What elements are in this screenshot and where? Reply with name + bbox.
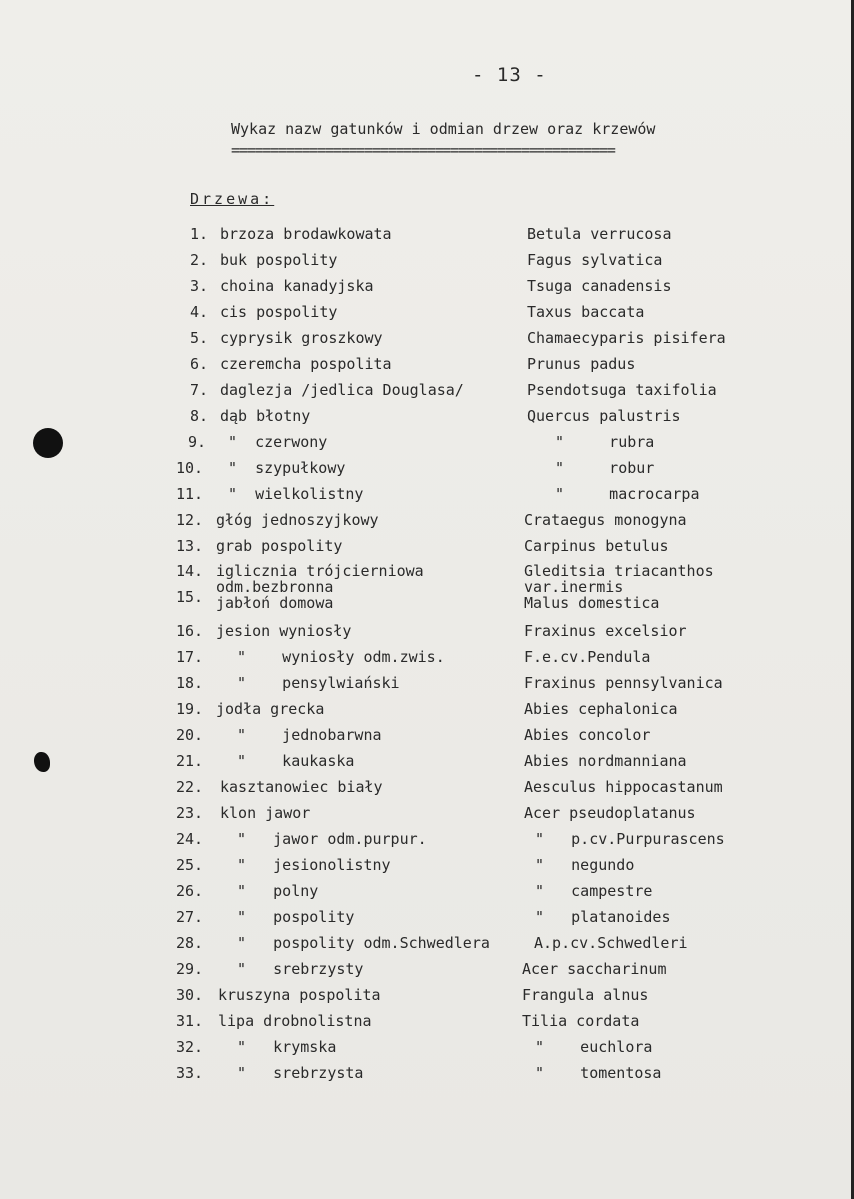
section-heading: Drzewa: — [190, 190, 275, 208]
latin-name: var.inermis — [524, 578, 624, 596]
list-item — [176, 778, 796, 800]
entry-number: 24. — [176, 830, 204, 848]
list-item — [176, 537, 796, 559]
list-item — [190, 303, 790, 325]
title-underline: ================================================= — [231, 141, 615, 159]
polish-name: dąb błotny — [220, 407, 311, 425]
polish-name: " jednobarwna — [228, 726, 382, 744]
latin-name: Abies concolor — [524, 726, 651, 744]
polish-name: klon jawor — [220, 804, 311, 822]
entry-number: 1. — [190, 225, 209, 243]
latin-name: Taxus baccata — [527, 303, 645, 321]
list-item — [190, 329, 790, 351]
list-item — [176, 1064, 796, 1086]
polish-name: kruszyna pospolita — [218, 986, 381, 1004]
entry-number: 22. — [176, 778, 204, 796]
entry-number: 21. — [176, 752, 204, 770]
list-item — [190, 355, 790, 377]
polish-name: " srebrzysta — [228, 1064, 364, 1082]
latin-name: " negundo — [526, 856, 635, 874]
list-item — [176, 511, 796, 533]
polish-name: " szypułkowy — [228, 459, 346, 477]
entry-number: 2. — [190, 251, 209, 269]
latin-name: Acer saccharinum — [522, 960, 667, 978]
polish-name: " srebrzysty — [228, 960, 364, 978]
polish-name: buk pospolity — [220, 251, 338, 269]
list-item — [176, 648, 796, 670]
latin-name: " rubra — [555, 433, 655, 451]
latin-name: Tilia cordata — [522, 1012, 640, 1030]
list-item — [176, 459, 776, 481]
entry-number: 5. — [190, 329, 209, 347]
entry-number: 32. — [176, 1038, 204, 1056]
list-item — [176, 578, 796, 594]
polish-name: jesion wyniosły — [216, 622, 352, 640]
entry-number: 19. — [176, 700, 204, 718]
list-item — [176, 908, 796, 930]
list-item — [176, 960, 796, 982]
entry-number: 13. — [176, 537, 204, 555]
entry-number: 6. — [190, 355, 209, 373]
entry-number: 12. — [176, 511, 204, 529]
document-title: Wykaz nazw gatunków i odmian drzew oraz krzewów — [231, 120, 656, 138]
entry-number: 14. — [176, 562, 204, 580]
polish-name: " pospolity odm.Schwedlera — [228, 934, 490, 952]
latin-name: Fraxinus pennsylvanica — [524, 674, 723, 692]
entry-number: 29. — [176, 960, 204, 978]
entry-number: 18. — [176, 674, 204, 692]
polish-name: " pospolity — [228, 908, 355, 926]
entry-number: 28. — [176, 934, 204, 952]
latin-name: Malus domestica — [524, 594, 660, 612]
entry-number: 25. — [176, 856, 204, 874]
latin-name: Frangula alnus — [522, 986, 649, 1004]
latin-name: " platanoides — [526, 908, 671, 926]
latin-name: Fagus sylvatica — [527, 251, 663, 269]
list-item — [176, 622, 796, 644]
latin-name: " campestre — [526, 882, 653, 900]
polish-name: " jesionolistny — [228, 856, 391, 874]
polish-name: " jawor odm.purpur. — [228, 830, 427, 848]
latin-name: Abies cephalonica — [524, 700, 678, 718]
list-item — [176, 588, 796, 616]
latin-name: Chamaecyparis pisifera — [527, 329, 726, 347]
polish-name: " kaukaska — [228, 752, 355, 770]
latin-name: F.e.cv.Pendula — [524, 648, 651, 666]
polish-name: daglezja /jedlica Douglasa/ — [220, 381, 464, 399]
list-item — [190, 251, 790, 273]
latin-name: Betula verrucosa — [527, 225, 672, 243]
punch-hole-top — [33, 428, 63, 458]
polish-name: cis pospolity — [220, 303, 338, 321]
latin-name: Crataegus monogyna — [524, 511, 687, 529]
punch-hole-bottom — [34, 752, 50, 772]
entry-number: 31. — [176, 1012, 204, 1030]
polish-name: cyprysik groszkowy — [220, 329, 383, 347]
polish-name: " wielkolistny — [228, 485, 364, 503]
polish-name: grab pospolity — [216, 537, 343, 555]
latin-name: " p.cv.Purpurascens — [526, 830, 725, 848]
polish-name: odm.bezbronna — [216, 578, 334, 596]
entry-number: 8. — [190, 407, 209, 425]
polish-name: brzoza brodawkowata — [220, 225, 392, 243]
entry-number: 26. — [176, 882, 204, 900]
list-item — [176, 485, 776, 507]
list-item — [176, 674, 796, 696]
entry-number: 30. — [176, 986, 204, 1004]
list-item — [176, 986, 796, 1008]
latin-name: Aesculus hippocastanum — [524, 778, 723, 796]
entry-number: 20. — [176, 726, 204, 744]
list-item — [176, 752, 796, 774]
polish-name: lipa drobnolistna — [218, 1012, 372, 1030]
polish-name: " pensylwiański — [228, 674, 400, 692]
latin-name: " macrocarpa — [555, 485, 700, 503]
list-item — [176, 700, 796, 722]
latin-name: " robur — [555, 459, 655, 477]
list-item — [188, 433, 788, 455]
polish-name: " krymska — [228, 1038, 337, 1056]
latin-name: Carpinus betulus — [524, 537, 669, 555]
latin-name: A.p.cv.Schwedleri — [534, 934, 688, 952]
polish-name: czeremcha pospolita — [220, 355, 392, 373]
polish-name: choina kanadyjska — [220, 277, 374, 295]
latin-name: Psendotsuga taxifolia — [527, 381, 717, 399]
polish-name: " wyniosły odm.zwis. — [228, 648, 445, 666]
polish-name: kasztanowiec biały — [220, 778, 383, 796]
latin-name: " euchlora — [526, 1038, 653, 1056]
entry-number: 16. — [176, 622, 204, 640]
entry-number: 9. — [188, 433, 207, 451]
list-item — [190, 277, 790, 299]
latin-name: Quercus palustris — [527, 407, 681, 425]
polish-name: jabłoń domowa — [216, 594, 334, 612]
entry-number: 3. — [190, 277, 209, 295]
list-item — [176, 726, 796, 748]
polish-name: " polny — [228, 882, 319, 900]
list-item — [190, 225, 790, 247]
polish-name: jodła grecka — [216, 700, 325, 718]
list-item — [176, 934, 796, 956]
latin-name: Abies nordmanniana — [524, 752, 687, 770]
latin-name: Acer pseudoplatanus — [524, 804, 696, 822]
entry-number: 23. — [176, 804, 204, 822]
entry-number: 27. — [176, 908, 204, 926]
entry-number: 17. — [176, 648, 204, 666]
polish-name: głóg jednoszyjkowy — [216, 511, 379, 529]
entry-number: 11. — [176, 485, 204, 503]
list-item — [176, 882, 796, 904]
latin-name: Fraxinus excelsior — [524, 622, 687, 640]
entry-number: 33. — [176, 1064, 204, 1082]
entry-number: 15. — [176, 588, 204, 606]
entry-number: 10. — [176, 459, 204, 477]
list-item — [190, 407, 790, 429]
list-item — [190, 381, 790, 403]
latin-name: Prunus padus — [527, 355, 636, 373]
latin-name: Tsuga canadensis — [527, 277, 672, 295]
polish-name: iglicznia trójcierniowa — [216, 562, 424, 580]
list-item — [176, 1012, 796, 1034]
polish-name: " czerwony — [228, 433, 328, 451]
latin-name: Gleditsia triacanthos — [524, 562, 714, 580]
latin-name: " tomentosa — [526, 1064, 662, 1082]
entry-number: 7. — [190, 381, 209, 399]
page-number: - 13 - — [472, 64, 547, 86]
list-item — [176, 1038, 796, 1060]
list-item — [176, 804, 796, 826]
list-item — [176, 830, 796, 852]
entry-number: 4. — [190, 303, 209, 321]
list-item — [176, 856, 796, 878]
